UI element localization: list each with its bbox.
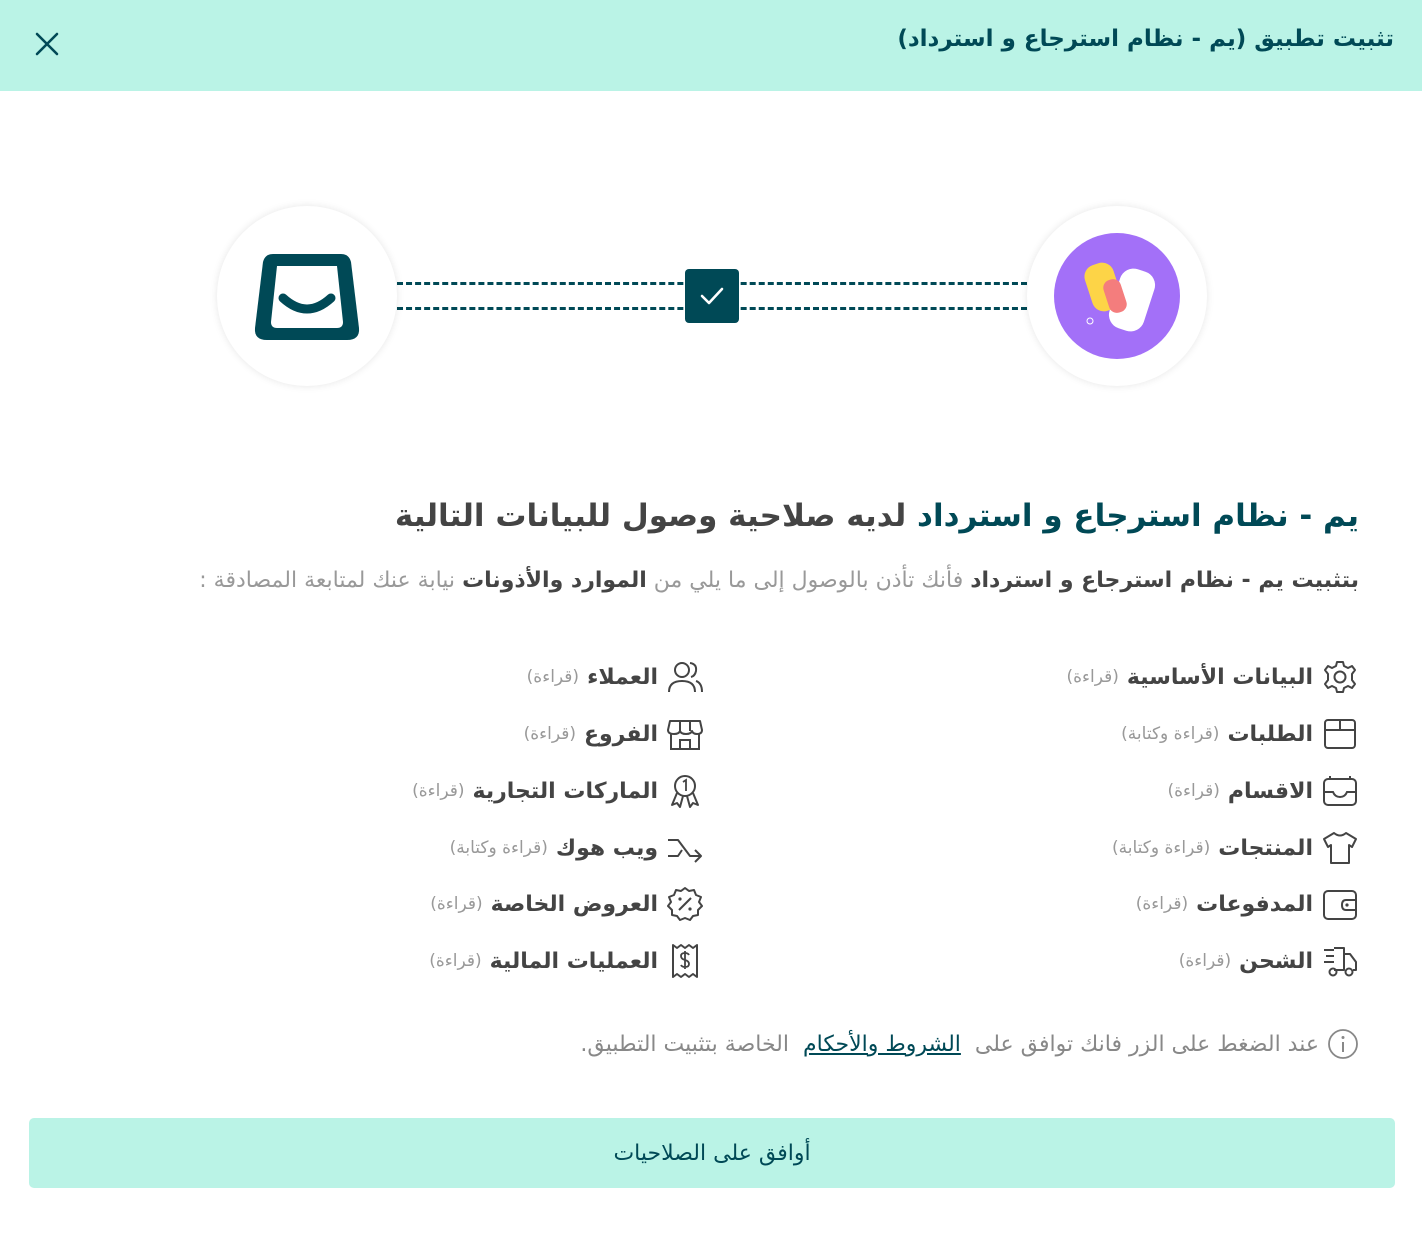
permissions-heading bbox=[395, 498, 1359, 534]
agree-permissions-button[interactable]: أوافق على الصلاحيات bbox=[29, 1118, 1395, 1188]
permission-name: ويب هوك bbox=[555, 835, 658, 861]
permission-name: المنتجات bbox=[1218, 835, 1313, 861]
permission-access: (قراءة وكتابة) bbox=[1121, 724, 1220, 744]
permission-name: الطلبات bbox=[1227, 721, 1313, 747]
modal-title: تثبيت تطبيق (يم - نظام استرجاع و استرداد) bbox=[897, 26, 1394, 52]
salla-store-logo-icon bbox=[251, 248, 363, 344]
permission-access: (قراءة) bbox=[523, 724, 576, 744]
terms-note-prefix: عند الضغط على الزر فانك توافق على bbox=[974, 1031, 1319, 1057]
permission-customers bbox=[527, 655, 704, 699]
permission-brands bbox=[412, 769, 704, 813]
info-icon bbox=[1327, 1028, 1359, 1060]
modal-header bbox=[0, 0, 1422, 91]
permission-orders bbox=[1121, 712, 1359, 756]
permission-name: العملاء bbox=[587, 664, 658, 690]
subline-suffix: نيابة عنك لمتابعة المصادقة : bbox=[199, 568, 463, 593]
truck-icon bbox=[1321, 942, 1359, 980]
users-icon bbox=[666, 658, 704, 696]
terms-link[interactable]: الشروط والأحكام bbox=[803, 1031, 961, 1057]
permission-webhook bbox=[450, 826, 704, 870]
app-logo-icon bbox=[1054, 233, 1180, 359]
permissions-description bbox=[199, 568, 1359, 593]
permission-access: (قراءة) bbox=[1066, 667, 1119, 687]
box-icon bbox=[1321, 715, 1359, 753]
app-logo-circle bbox=[1027, 206, 1207, 386]
permission-name: الفروع bbox=[583, 721, 658, 747]
permission-access: (قراءة) bbox=[429, 951, 482, 971]
permission-categories bbox=[1167, 769, 1359, 813]
permission-access: (قراءة) bbox=[526, 667, 580, 687]
permission-financial-operations bbox=[429, 939, 704, 983]
permission-access: (قراءة) bbox=[1178, 951, 1232, 971]
close-icon[interactable] bbox=[31, 28, 63, 60]
terms-note bbox=[580, 1026, 1359, 1062]
heading-text: لديه صلاحية وصول للبيانات التالية bbox=[394, 498, 918, 534]
permission-access: (قراءة) bbox=[1167, 781, 1220, 801]
permission-name: العروض الخاصة bbox=[490, 891, 658, 917]
webhook-icon bbox=[666, 829, 704, 867]
store-icon bbox=[666, 715, 704, 753]
permission-special-offers bbox=[430, 882, 704, 926]
receipt-icon bbox=[666, 942, 704, 980]
permission-name: العمليات المالية bbox=[489, 948, 658, 974]
permission-access: (قراءة وكتابة) bbox=[449, 838, 548, 858]
discount-icon bbox=[666, 885, 704, 923]
permission-access: (قراءة) bbox=[1135, 894, 1189, 914]
permission-name: المدفوعات bbox=[1196, 891, 1313, 917]
permission-products bbox=[1112, 826, 1359, 870]
permission-name: البيانات الأساسية bbox=[1126, 664, 1313, 690]
permission-branches bbox=[524, 712, 704, 756]
subline-app-name: بتثبيت يم - نظام استرجاع و استرداد bbox=[970, 568, 1359, 593]
subline-resources: الموارد والأذونات bbox=[462, 568, 647, 593]
tray-icon bbox=[1321, 772, 1359, 810]
store-logo-circle bbox=[217, 206, 397, 386]
wallet-icon bbox=[1321, 885, 1359, 923]
subline-middle: فأنك تأذن بالوصول إلى ما يلي من bbox=[646, 568, 971, 593]
permission-shipping bbox=[1179, 939, 1359, 983]
permission-name: الشحن bbox=[1239, 948, 1313, 974]
check-icon bbox=[685, 269, 739, 323]
heading-app-name: يم - نظام استرجاع و استرداد bbox=[917, 498, 1359, 534]
gear-icon bbox=[1321, 658, 1359, 696]
permission-access: (قراءة وكتابة) bbox=[1111, 838, 1211, 858]
permission-basic-data bbox=[1067, 655, 1360, 699]
award-icon bbox=[666, 772, 704, 810]
permission-access: (قراءة) bbox=[412, 781, 465, 801]
permission-access: (قراءة) bbox=[430, 894, 483, 914]
permission-payments bbox=[1136, 882, 1359, 926]
terms-note-suffix: الخاصة بتثبيت التطبيق. bbox=[580, 1031, 789, 1057]
permission-name: الاقسام bbox=[1227, 778, 1313, 804]
permission-name: الماركات التجارية bbox=[472, 778, 658, 804]
tshirt-icon bbox=[1321, 829, 1359, 867]
